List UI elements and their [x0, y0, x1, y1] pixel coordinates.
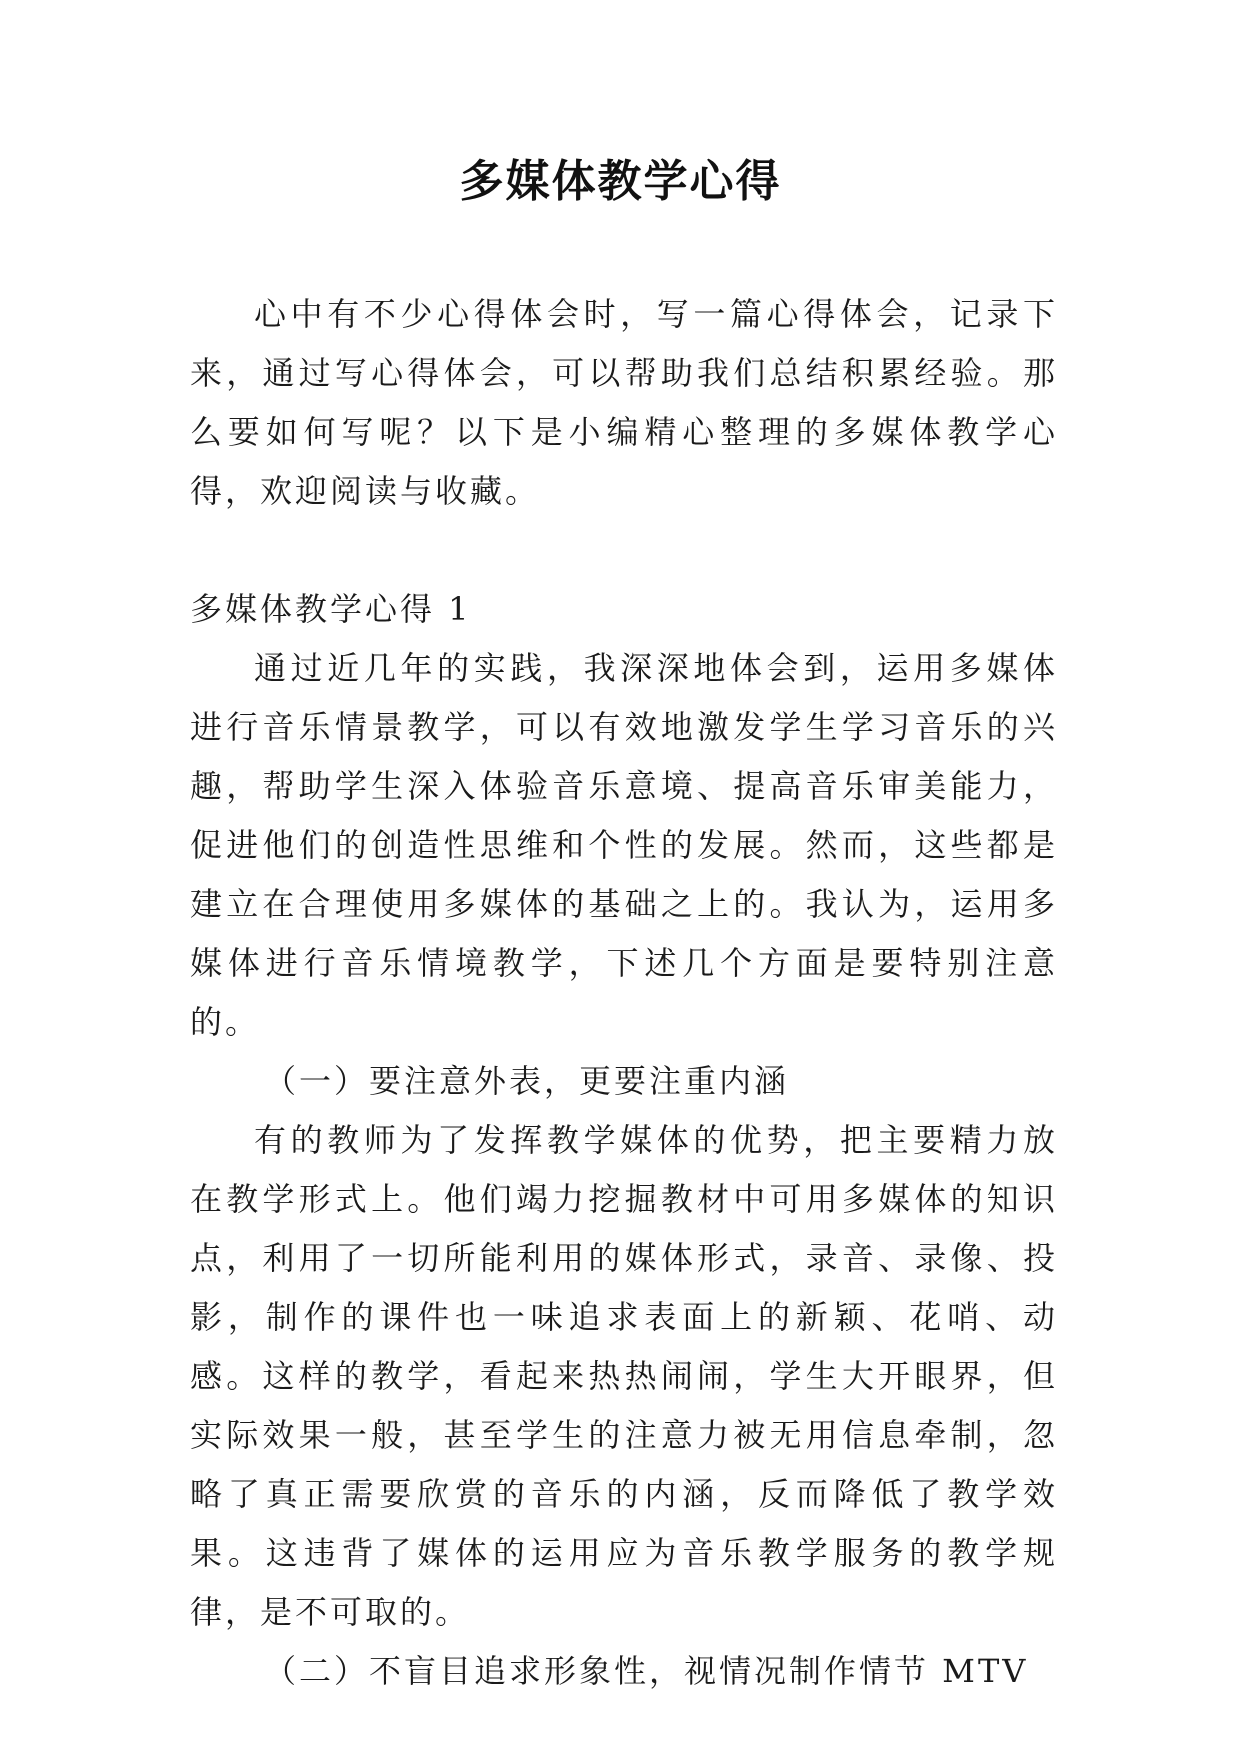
body-paragraph: 有的教师为了发挥教学媒体的优势，把主要精力放在教学形式上。他们竭力挖掘教材中可用多媒体的知识点，利用了一切所能利用的媒体形式，录音、录像、投影，制作的课件也一味追求表面上的新颖、花哨、动感。这样的教学，看起来热热闹闹，学生大开眼界，但实际效果一般，甚至学生的注意力被无用信息牵制，忽略了真正需要欣赏的音乐的内涵，反而降低了教学效果。这违背了媒体的运用应为音乐教学服务的教学规律，是不可取的。	[190, 1121, 1058, 1631]
document-body	[190, 285, 1058, 1701]
document-title: 多媒体教学心得	[459, 156, 782, 207]
body-paragraph: 通过近几年的实践，我深深地体会到，运用多媒体进行音乐情景教学，可以有效地激发学生学习音乐的兴趣，帮助学生深入体验音乐意境、提高音乐审美能力，促进他们的创造性思维和个性的发展。然而，这些都是建立在合理使用多媒体的基础之上的。我认为，运用多媒体进行音乐情境教学，下述几个方面是要特别注意的。	[190, 649, 1058, 1041]
subsection-heading: （二）不盲目追求形象性，视情况制作情节 MTV	[264, 1652, 1029, 1690]
paragraph-gap	[190, 521, 1058, 580]
subsection-heading: （一）要注意外表，更要注重内涵	[264, 1062, 790, 1100]
intro-paragraph: 心中有不少心得体会时，写一篇心得体会，记录下来，通过写心得体会，可以帮助我们总结积累经验。那么要如何写呢？以下是小编精心整理的多媒体教学心得，欢迎阅读与收藏。	[190, 295, 1058, 510]
section-heading: 多媒体教学心得 1	[190, 590, 472, 628]
